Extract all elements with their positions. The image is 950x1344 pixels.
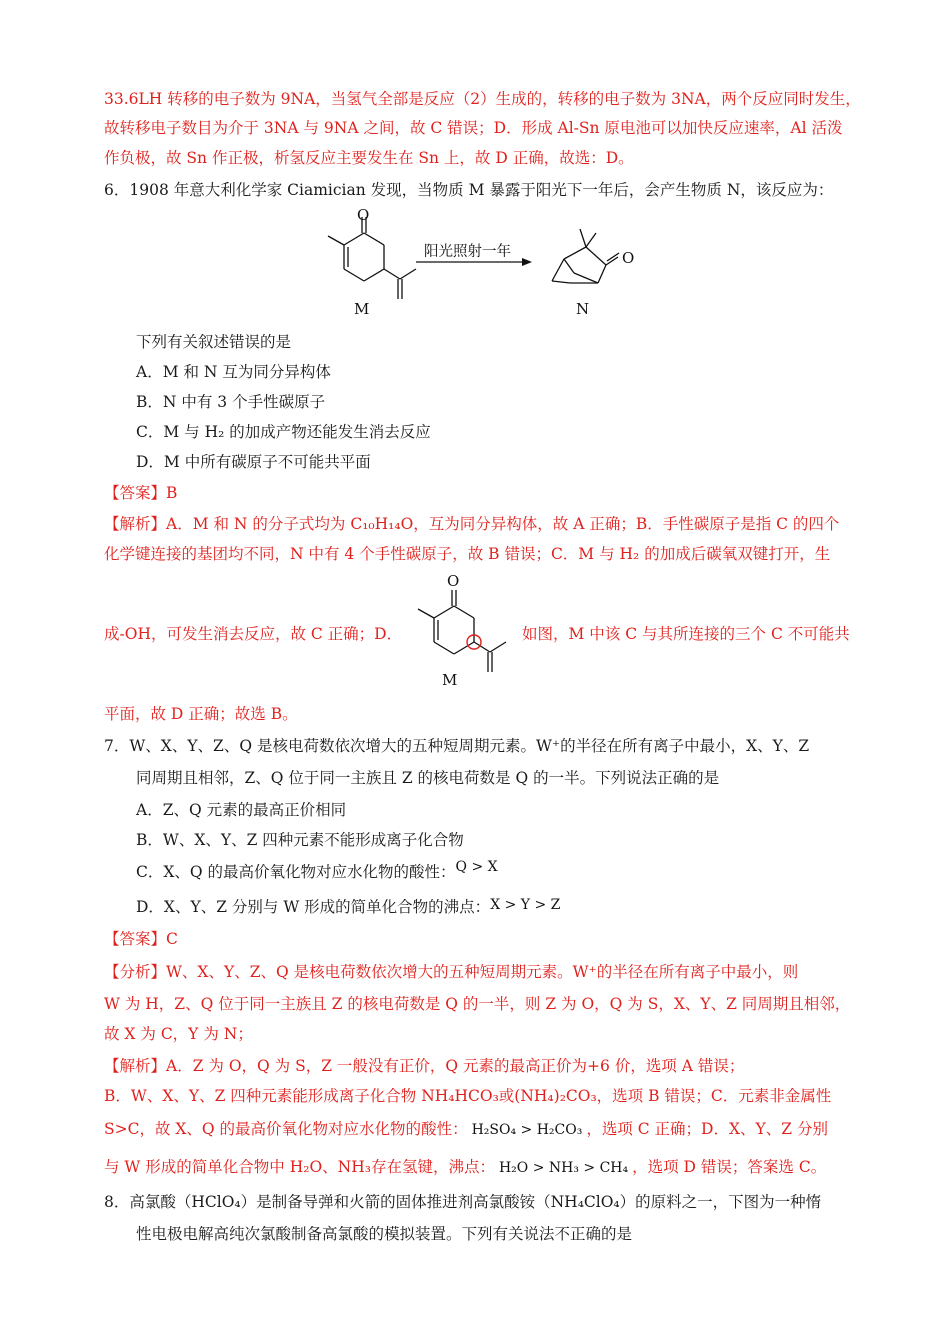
q7-option-d-text: D．X、Y、Z 分别与 W 形成的简单化合物的沸点： [136,898,491,916]
atom-O-M: O [357,206,370,224]
q7-jiexi-3-math: H₂SO₄ > H₂CO₃ [471,1122,583,1138]
q8-stem-2: 性电极电解高纯次氯酸制备高氯酸的模拟装置。下列有关说法不正确的是 [136,1225,633,1243]
q7-option-b: B．W、X、Y、Z 四种元素不能形成离子化合物 [136,831,464,849]
label-M: M [354,300,370,318]
q7-fenxi-2: W 为 H，Z、Q 位于同一主族且 Z 的核电荷数是 Q 的一半，则 Z 为 O，Q 为 S，X、Y、Z 同周期且相邻， [104,995,851,1013]
continued-line-1: 33.6LH 转移的电子数为 9NA，当氢气全部是反应（2）生成的，转移的电子数为 3NA，两个反应同时发生， [104,90,861,108]
arrow-label: 阳光照射一年 [424,244,511,260]
q6-analysis-3a: 成-OH，可发生消去反应，故 C 正确；D． [104,625,403,643]
q6-option-c: C．M 与 H₂ 的加成产物还能发生消去反应 [136,423,431,441]
label-N: N [576,300,590,318]
q7-option-d-math: X > Y > Z [490,897,561,913]
atom-O-N: O [622,249,635,267]
q6-option-a: A．M 和 N 互为同分异构体 [136,363,331,381]
continued-line-2: 故转移电子数目为介于 3NA 与 9NA 之间，故 C 错误；D．形成 Al-Sn 原电池可以加快反应速率，Al 活泼 [104,119,843,137]
q7-option-c-math: Q > X [455,859,498,875]
q7-jiexi-4b: ，选项 D 错误；答案选 C。 [632,1158,827,1176]
q7-jiexi-2: B．W、X、Y、Z 四种元素能形成离子化合物 NH₄HCO₃或(NH₄)₂CO₃，选项 B 错误；C．元素非金属性 [104,1087,832,1105]
q7-option-c-text: C．X、Q 的最高价氧化物对应水化物的酸性： [136,863,456,881]
q7-option-a: A．Z、Q 元素的最高正价相同 [136,801,347,819]
q7-option-d [136,897,560,918]
q7-fenxi-1: 【分析】W、X、Y、Z、Q 是核电荷数依次增大的五种短周期元素。W⁺的半径在所有离子中最小，则 [104,963,799,981]
q7-jiexi-3 [104,1119,828,1140]
q7-jiexi-4-math: H₂O > NH₃ > CH₄ [498,1160,629,1176]
q7-jiexi-4a: 与 W 形成的简单化合物中 H₂O、NH₃存在氢键，沸点： [104,1158,495,1176]
q6-option-b: B．N 中有 3 个手性碳原子 [136,393,326,411]
q8-stem-1: 8．高氯酸（HClO₄）是制备导弹和火箭的固体推进剂高氯酸铵（NH₄ClO₄）的原料之一，下图为一种惰 [104,1193,822,1211]
atom-O-M-annotated: O [447,572,460,590]
q6-option-d: D．M 中所有碳原子不可能共平面 [136,453,371,471]
label-M-annotated: M [442,671,458,689]
q6-analysis-3b: 如图，M 中该 C 与其所连接的三个 C 不可能共 [522,625,850,643]
q7-stem-1: 7．W、X、Y、Z、Q 是核电荷数依次增大的五种短周期元素。W⁺的半径在所有离子中最小，X、Y、Z [104,737,810,755]
q7-fenxi-3: 故 X 为 C，Y 为 N； [104,1025,253,1043]
q7-jiexi-1: 【解析】A．Z 为 O，Q 为 S，Z 一般没有正价，Q 元素的最高正价为+6 价，选项 A 错误； [104,1057,745,1075]
q7-option-c [136,859,498,883]
q7-jiexi-3a: S>C，故 X、Q 的最高价氧化物对应水化物的酸性： [104,1120,468,1138]
q6-prompt: 下列有关叙述错误的是 [136,333,292,351]
q7-jiexi-4 [104,1157,826,1178]
q6-stem: 6．1908 年意大利化学家 Ciamician 发现，当物质 M 暴露于阳光下一年后，会产生物质 N，该反应为： [104,181,834,199]
q6-analysis-4: 平面，故 D 正确；故选 B。 [104,705,298,723]
q6-answer: 【答案】B [104,484,178,502]
molecule-M-annotated [410,578,520,678]
molecule-M-structure [320,205,430,305]
continued-line-3: 作负极，故 Sn 作正极，析氢反应主要发生在 Sn 上，故 D 正确，故选：D。 [104,149,634,167]
q7-jiexi-3b: ，选项 C 正确；D．X、Y、Z 分别 [586,1120,828,1138]
q7-stem-2: 同周期且相邻，Z、Q 位于同一主族且 Z 的核电荷数是 Q 的一半。下列说法正确的是 [136,769,720,787]
q6-analysis-1: 【解析】A．M 和 N 的分子式均为 C₁₀H₁₄O，互为同分异构体，故 A 正确；B．手性碳原子是指 C 的四个 [104,515,840,533]
q6-analysis-2: 化学键连接的基团均不同，N 中有 4 个手性碳原子，故 B 错误；C．M 与 H₂ 的加成后碳氧双键打开，生 [104,545,831,563]
q7-answer: 【答案】C [104,930,178,948]
reaction-arrow [414,256,534,268]
